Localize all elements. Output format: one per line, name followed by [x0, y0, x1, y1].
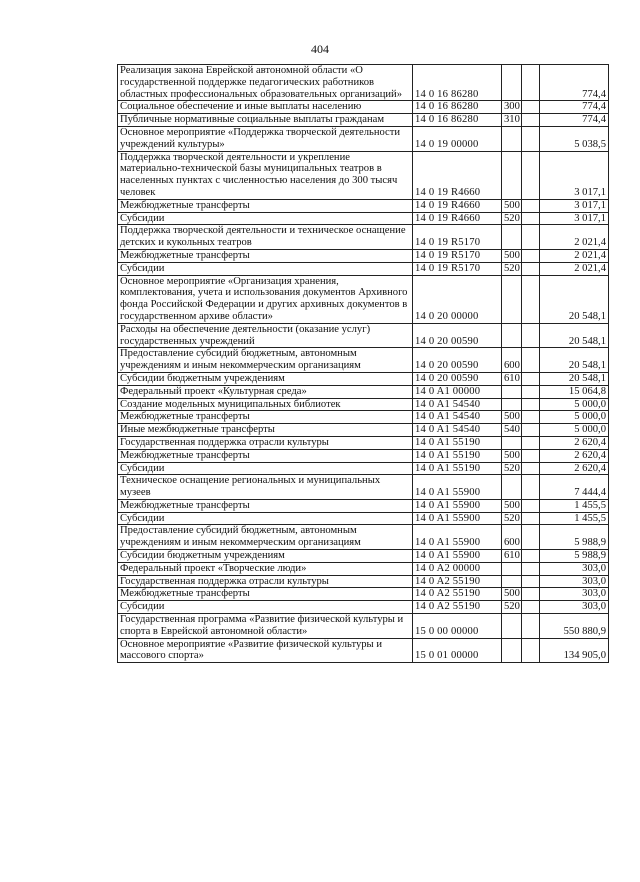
row-amount: 5 038,5: [540, 126, 609, 151]
row-expense-type: 500: [502, 249, 522, 262]
row-blank-cell: [522, 212, 540, 225]
row-expense-type: 500: [502, 449, 522, 462]
row-name: Межбюджетные трансферты: [118, 449, 413, 462]
row-code: 14 0 A1 55190: [413, 462, 502, 475]
row-blank-cell: [522, 525, 540, 550]
row-expense-type: [502, 575, 522, 588]
row-code: 14 0 A2 55190: [413, 575, 502, 588]
row-name: Межбюджетные трансферты: [118, 411, 413, 424]
row-expense-type: 520: [502, 601, 522, 614]
row-code: 14 0 A1 55900: [413, 550, 502, 563]
row-name: Поддержка творческой деятельности и техническое оснащение детских и кукольных театров: [118, 225, 413, 250]
row-expense-type: 600: [502, 348, 522, 373]
row-blank-cell: [522, 550, 540, 563]
table-row: [118, 398, 609, 411]
table-row: [118, 462, 609, 475]
row-expense-type: [502, 126, 522, 151]
table-row: [118, 525, 609, 550]
row-expense-type: [502, 562, 522, 575]
table-row: [118, 262, 609, 275]
row-blank-cell: [522, 499, 540, 512]
table-row: [118, 151, 609, 199]
row-blank-cell: [522, 398, 540, 411]
table-row: [118, 101, 609, 114]
row-amount: 3 017,1: [540, 199, 609, 212]
row-code: 14 0 A1 55190: [413, 436, 502, 449]
row-blank-cell: [522, 262, 540, 275]
row-expense-type: 300: [502, 101, 522, 114]
table-row: [118, 212, 609, 225]
row-blank-cell: [522, 614, 540, 639]
table-row: [118, 499, 609, 512]
row-code: 14 0 16 86280: [413, 114, 502, 127]
table-row: [118, 575, 609, 588]
row-amount: 303,0: [540, 588, 609, 601]
row-amount: 20 548,1: [540, 275, 609, 323]
row-expense-type: 520: [502, 462, 522, 475]
row-name: Субсидии: [118, 212, 413, 225]
row-name: Основное мероприятие «Развитие физической культуры и массового спорта»: [118, 638, 413, 663]
table-row: [118, 588, 609, 601]
row-code: 14 0 20 00590: [413, 323, 502, 348]
row-amount: 2 021,4: [540, 225, 609, 250]
table-row: [118, 424, 609, 437]
table-row: [118, 275, 609, 323]
row-amount: 550 880,9: [540, 614, 609, 639]
row-amount: 303,0: [540, 562, 609, 575]
row-expense-type: 500: [502, 411, 522, 424]
row-amount: 3 017,1: [540, 212, 609, 225]
row-blank-cell: [522, 601, 540, 614]
table-row: [118, 562, 609, 575]
row-amount: 2 620,4: [540, 436, 609, 449]
table-row: [118, 436, 609, 449]
row-name: Субсидии: [118, 601, 413, 614]
row-expense-type: [502, 323, 522, 348]
row-amount: 1 455,5: [540, 499, 609, 512]
row-name: Расходы на обеспечение деятельности (оказание услуг) государственных учреждений: [118, 323, 413, 348]
row-amount: 5 988,9: [540, 525, 609, 550]
row-expense-type: [502, 614, 522, 639]
row-amount: 2 620,4: [540, 462, 609, 475]
row-blank-cell: [522, 323, 540, 348]
table-row: [118, 512, 609, 525]
row-amount: 15 064,8: [540, 385, 609, 398]
budget-table: [117, 64, 609, 663]
row-blank-cell: [522, 588, 540, 601]
row-code: 14 0 A2 55190: [413, 601, 502, 614]
row-blank-cell: [522, 225, 540, 250]
row-name: Поддержка творческой деятельности и укрепление материально-технической базы муниципальных театров в населенных пунктах с численностью населения до 300 тысяч человек: [118, 151, 413, 199]
row-blank-cell: [522, 475, 540, 500]
row-blank-cell: [522, 126, 540, 151]
row-blank-cell: [522, 575, 540, 588]
row-blank-cell: [522, 562, 540, 575]
table-row: [118, 65, 609, 101]
row-name: Основное мероприятие «Организация хранения, комплектования, учета и использования документов Архивного фонда Российской Федерации и других архивных документов в государственном архиве области»: [118, 275, 413, 323]
row-name: Публичные нормативные социальные выплаты гражданам: [118, 114, 413, 127]
row-code: 14 0 19 R5170: [413, 249, 502, 262]
row-blank-cell: [522, 101, 540, 114]
row-code: 14 0 19 R5170: [413, 225, 502, 250]
row-name: Предоставление субсидий бюджетным, автономным учреждениям и иным некоммерческим организациям: [118, 348, 413, 373]
row-amount: 2 620,4: [540, 449, 609, 462]
row-blank-cell: [522, 638, 540, 663]
row-amount: 1 455,5: [540, 512, 609, 525]
table-row: [118, 372, 609, 385]
row-code: 14 0 19 R4660: [413, 212, 502, 225]
row-code: 14 0 A1 55900: [413, 512, 502, 525]
row-name: Субсидии: [118, 512, 413, 525]
row-name: Субсидии бюджетным учреждениям: [118, 372, 413, 385]
table-row: [118, 601, 609, 614]
row-blank-cell: [522, 199, 540, 212]
row-expense-type: 500: [502, 499, 522, 512]
row-blank-cell: [522, 385, 540, 398]
row-code: 14 0 A1 55900: [413, 475, 502, 500]
row-expense-type: 610: [502, 372, 522, 385]
row-code: 14 0 A1 55190: [413, 449, 502, 462]
row-code: 14 0 19 R4660: [413, 199, 502, 212]
row-blank-cell: [522, 462, 540, 475]
row-expense-type: [502, 275, 522, 323]
row-amount: 134 905,0: [540, 638, 609, 663]
row-name: Иные межбюджетные трансферты: [118, 424, 413, 437]
row-blank-cell: [522, 114, 540, 127]
row-amount: 20 548,1: [540, 372, 609, 385]
row-amount: 2 021,4: [540, 249, 609, 262]
table-row: [118, 114, 609, 127]
table-row: [118, 614, 609, 639]
row-blank-cell: [522, 65, 540, 101]
row-amount: 5 988,9: [540, 550, 609, 563]
table-row: [118, 126, 609, 151]
row-amount: 20 548,1: [540, 348, 609, 373]
row-expense-type: 540: [502, 424, 522, 437]
row-code: 14 0 A2 00000: [413, 562, 502, 575]
row-expense-type: [502, 385, 522, 398]
row-expense-type: [502, 398, 522, 411]
row-name: Государственная программа «Развитие физической культуры и спорта в Еврейской автономной области»: [118, 614, 413, 639]
table-row: [118, 638, 609, 663]
row-amount: 2 021,4: [540, 262, 609, 275]
row-expense-type: [502, 225, 522, 250]
row-name: Государственная поддержка отрасли культуры: [118, 575, 413, 588]
row-expense-type: [502, 638, 522, 663]
row-amount: 5 000,0: [540, 411, 609, 424]
row-blank-cell: [522, 411, 540, 424]
row-code: 14 0 A1 54540: [413, 411, 502, 424]
row-name: Реализация закона Еврейской автономной области «О государственной поддержке педагогических работников областных профессиональных образовательных организаций»: [118, 65, 413, 101]
row-code: 14 0 19 R4660: [413, 151, 502, 199]
table-row: [118, 475, 609, 500]
row-amount: 303,0: [540, 601, 609, 614]
row-name: Субсидии: [118, 462, 413, 475]
row-name: Межбюджетные трансферты: [118, 199, 413, 212]
row-expense-type: 520: [502, 512, 522, 525]
row-amount: 774,4: [540, 65, 609, 101]
row-code: 14 0 16 86280: [413, 65, 502, 101]
row-amount: 20 548,1: [540, 323, 609, 348]
row-blank-cell: [522, 348, 540, 373]
row-expense-type: [502, 151, 522, 199]
row-amount: 774,4: [540, 101, 609, 114]
row-expense-type: 310: [502, 114, 522, 127]
row-code: 14 0 19 R5170: [413, 262, 502, 275]
row-name: Межбюджетные трансферты: [118, 249, 413, 262]
table-row: [118, 249, 609, 262]
row-name: Межбюджетные трансферты: [118, 499, 413, 512]
row-amount: 774,4: [540, 114, 609, 127]
row-amount: 3 017,1: [540, 151, 609, 199]
row-blank-cell: [522, 436, 540, 449]
row-blank-cell: [522, 424, 540, 437]
row-blank-cell: [522, 275, 540, 323]
row-name: Федеральный проект «Творческие люди»: [118, 562, 413, 575]
row-blank-cell: [522, 449, 540, 462]
row-code: 15 0 00 00000: [413, 614, 502, 639]
row-name: Субсидии бюджетным учреждениям: [118, 550, 413, 563]
row-code: 14 0 A1 54540: [413, 398, 502, 411]
row-expense-type: 520: [502, 212, 522, 225]
table-row: [118, 323, 609, 348]
row-code: 15 0 01 00000: [413, 638, 502, 663]
table-row: [118, 411, 609, 424]
row-expense-type: 500: [502, 199, 522, 212]
row-code: 14 0 A1 00000: [413, 385, 502, 398]
table-row: [118, 550, 609, 563]
budget-table-body: [118, 65, 609, 663]
row-name: Субсидии: [118, 262, 413, 275]
table-row: [118, 385, 609, 398]
row-name: Социальное обеспечение и иные выплаты населению: [118, 101, 413, 114]
row-blank-cell: [522, 512, 540, 525]
row-code: 14 0 A2 55190: [413, 588, 502, 601]
row-code: 14 0 20 00590: [413, 348, 502, 373]
row-blank-cell: [522, 372, 540, 385]
row-name: Государственная поддержка отрасли культуры: [118, 436, 413, 449]
row-code: 14 0 20 00590: [413, 372, 502, 385]
row-code: 14 0 A1 54540: [413, 424, 502, 437]
row-name: Межбюджетные трансферты: [118, 588, 413, 601]
table-row: [118, 199, 609, 212]
row-amount: 5 000,0: [540, 398, 609, 411]
row-name: Основное мероприятие «Поддержка творческой деятельности учреждений культуры»: [118, 126, 413, 151]
row-expense-type: 610: [502, 550, 522, 563]
table-row: [118, 348, 609, 373]
table-row: [118, 225, 609, 250]
row-code: 14 0 A1 55900: [413, 525, 502, 550]
row-code: 14 0 A1 55900: [413, 499, 502, 512]
row-code: 14 0 20 00000: [413, 275, 502, 323]
row-expense-type: [502, 436, 522, 449]
row-name: Федеральный проект «Культурная среда»: [118, 385, 413, 398]
row-expense-type: 520: [502, 262, 522, 275]
row-amount: 303,0: [540, 575, 609, 588]
page-number: 404: [311, 42, 329, 56]
row-blank-cell: [522, 151, 540, 199]
row-name: Техническое оснащение региональных и муниципальных музеев: [118, 475, 413, 500]
row-code: 14 0 19 00000: [413, 126, 502, 151]
row-amount: 5 000,0: [540, 424, 609, 437]
row-expense-type: [502, 475, 522, 500]
table-row: [118, 449, 609, 462]
row-blank-cell: [522, 249, 540, 262]
row-expense-type: 600: [502, 525, 522, 550]
row-name: Предоставление субсидий бюджетным, автономным учреждениям и иным некоммерческим организациям: [118, 525, 413, 550]
row-name: Создание модельных муниципальных библиотек: [118, 398, 413, 411]
row-amount: 7 444,4: [540, 475, 609, 500]
row-expense-type: [502, 65, 522, 101]
row-expense-type: 500: [502, 588, 522, 601]
row-code: 14 0 16 86280: [413, 101, 502, 114]
